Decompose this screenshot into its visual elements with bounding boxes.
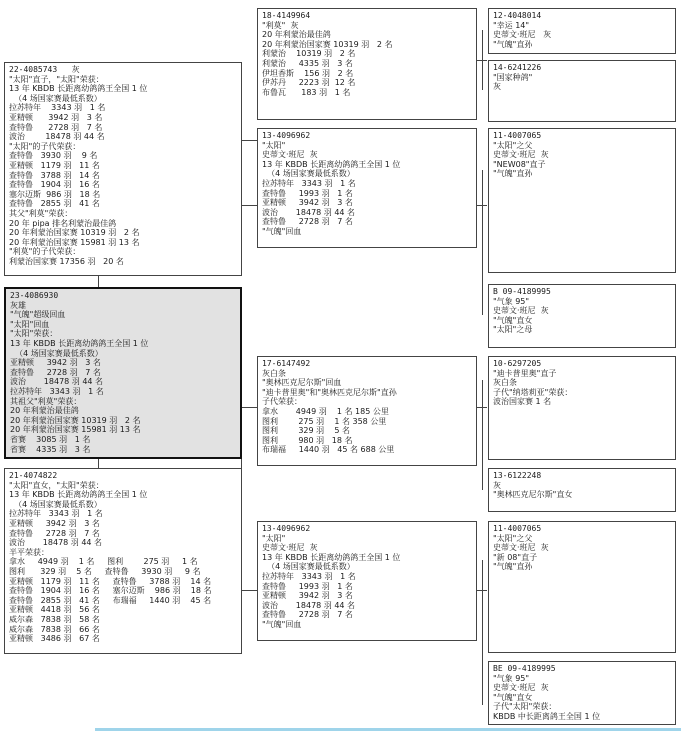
pedigree-line: （4 场国家赛最低系数） <box>262 562 355 572</box>
pedigree-box-subject <box>4 287 242 459</box>
pedigree-line: "气象 95" <box>493 296 530 306</box>
pedigree-line: 13 年 KBDB 长距离幼鸽鸽王全国 1 位 <box>9 84 148 94</box>
pedigree-line: 布鲁瓦 183 羽 1 名 <box>262 87 351 97</box>
connector-ds-right <box>477 407 487 408</box>
pedigree-line: （4 场国家赛最低系数） <box>9 499 102 509</box>
pedigree-line: 塞尔迈斯 986 羽 18 名 <box>9 189 101 199</box>
pedigree-box-sdd <box>488 284 676 348</box>
ring-number: 18-4149964 <box>262 11 311 20</box>
pedigree-box-dam-dam <box>257 521 477 641</box>
pedigree-line: "气魄"直孙 <box>493 39 533 49</box>
pedigree-line: 查特鲁 2855 羽 41 名 布瑞福 1440 羽 45 名 <box>9 595 212 605</box>
pedigree-box-dam-sire <box>257 356 477 466</box>
pedigree-line: "气魄"超级回血 <box>10 310 66 320</box>
connector-sd-vertical <box>482 170 483 315</box>
pedigree-line: 20 年利蒙治国家赛 10319 羽 2 名 <box>9 228 140 238</box>
pedigree-line: "气魄"直孙 <box>493 562 533 572</box>
pedigree-line: 灰白条 <box>493 378 517 388</box>
pedigree-line: 查特鲁 1904 羽 16 名 塞尔迈斯 986 羽 18 名 <box>9 586 212 596</box>
pedigree-box-dss <box>488 356 676 460</box>
pedigree-line: "奥林匹克尼尔斯"回血 <box>262 378 342 388</box>
pedigree-line: 亚精顿 4418 羽 56 名 <box>9 605 100 615</box>
pedigree-line: 波治 18478 羽 44 名 <box>262 600 356 610</box>
pedigree-line: "太阳"直女，"太阳"荣获： <box>9 480 104 490</box>
pedigree-line: 亚精顿 3942 羽 3 名 <box>9 518 100 528</box>
connector-dam-dd-h <box>241 590 257 591</box>
ring-number: BE 09-4189995 <box>493 664 556 673</box>
pedigree-line: 查特鲁 2855 羽 41 名 <box>9 199 100 209</box>
pedigree-line: "气魄"直女 <box>493 692 533 702</box>
ring-number: 21-4074822 <box>9 471 58 480</box>
pedigree-line: 亚精顿 3942 羽 3 名 <box>9 112 103 122</box>
pedigree-line: 威尔森 7838 羽 66 名 <box>9 624 100 634</box>
pedigree-line: 史蒂文·班尼 灰 <box>262 543 318 553</box>
pedigree-line: 查特鲁 2728 羽 7 名 <box>9 528 100 538</box>
pedigree-line: （4 场国家赛最低系数） <box>9 93 102 103</box>
pedigree-line: 布瑞福 1440 羽 45 名 688 公里 <box>262 445 395 455</box>
pedigree-line: 伊苏丹 2223 羽 12 名 <box>262 78 356 88</box>
pedigree-line: 史蒂文·班尼 灰 <box>493 543 549 553</box>
pedigree-box-dsd <box>488 468 676 512</box>
pedigree-line: 查特鲁 2728 羽 7 名 <box>262 217 353 227</box>
pedigree-line: 20 年 pipa 排名利蒙治最佳鸽 <box>9 218 117 228</box>
pedigree-line: 拿水 4949 羽 1 名 图利 275 羽 1 名 <box>9 557 198 567</box>
pedigree-line: 查特鲁 2728 羽 7 名 <box>9 122 103 132</box>
pedigree-line: 亚精顿 3486 羽 67 名 <box>9 634 100 644</box>
pedigree-line: 子代"纳塔莉亚"荣获： <box>493 387 573 397</box>
pedigree-line: 拉苏特年 3343 羽 1 名 <box>9 509 103 519</box>
pedigree-line: "新 08"直子 <box>493 552 538 562</box>
connector-dd-right <box>477 590 487 591</box>
pedigree-line: 亚精顿 3942 羽 3 名 <box>10 358 101 368</box>
pedigree-line: 子代"太阳"荣获： <box>493 702 557 712</box>
pedigree-line: "太阳"直子，"太阳"荣获： <box>9 74 104 84</box>
pedigree-line: "气魄"回血 <box>262 619 302 629</box>
pedigree-line: 13 年 KBDB 长距离幼鸽鸽王全国 1 位 <box>262 552 401 562</box>
pedigree-line: 史蒂文·班尼 灰 <box>493 306 549 316</box>
connector-dam-ds-h <box>241 407 257 408</box>
pedigree-line: "太阳"的子代荣获： <box>9 141 81 151</box>
connector-dd-vertical <box>482 560 483 705</box>
pedigree-line: "奥林匹克尼尔斯"直女 <box>493 490 573 500</box>
connector-ds-vertical <box>482 380 483 490</box>
pedigree-line: "气魄"直女 <box>493 315 533 325</box>
pedigree-line: "气魄"回血 <box>262 226 302 236</box>
connector-sire-to-sd-h1 <box>241 205 257 206</box>
pedigree-line: "太阳"之父 <box>493 533 533 543</box>
ring-number: 11-4007065 <box>493 524 542 533</box>
pedigree-line: 半平荣获： <box>9 547 49 557</box>
pedigree-line: 利蒙治国家赛 17356 羽 20 名 <box>9 256 124 266</box>
pedigree-line: （4 场国家赛最低系数） <box>10 348 103 358</box>
pedigree-line: 查特鲁 1904 羽 16 名 <box>9 180 100 190</box>
pedigree-box-sire-dam <box>257 128 477 248</box>
pedigree-box-ddd <box>488 661 676 725</box>
pedigree-line: "太阳"荣获： <box>10 329 58 339</box>
pedigree-line: 亚精顿 3942 羽 3 名 <box>262 198 353 208</box>
pedigree-line: 图利 329 羽 5 名 <box>262 426 350 436</box>
ring-number: 12-4048014 <box>493 11 542 20</box>
pedigree-line: 图利 980 羽 18 名 <box>262 435 353 445</box>
pedigree-line: 子代荣获： <box>262 397 302 407</box>
pedigree-line: 20 年利蒙治最佳鸽 <box>10 406 79 416</box>
pedigree-box-sss <box>488 8 676 54</box>
pedigree-line: 灰雄 <box>10 300 26 310</box>
pedigree-box-sire <box>4 62 242 276</box>
pedigree-line: 省赛 4335 羽 3 名 <box>10 444 91 454</box>
pedigree-line: 其祖父"利莫"荣获： <box>10 396 82 406</box>
bottom-accent-stripe <box>95 728 681 731</box>
pedigree-line: "太阳" <box>262 533 286 543</box>
pedigree-line: "迪卡普里奥"直子 <box>493 368 557 378</box>
pedigree-line: 20 年利蒙治最佳鸽 <box>262 30 331 40</box>
pedigree-line: "利莫" 灰 <box>262 20 299 30</box>
pedigree-line: 伊坦香斯 156 羽 2 名 <box>262 68 354 78</box>
pedigree-line: 史蒂文·班尼 灰 <box>493 150 549 160</box>
ring-number: 10-6297205 <box>493 359 542 368</box>
ring-number: 13-4096962 <box>262 524 311 533</box>
pedigree-line: "气魄"直孙 <box>493 169 533 179</box>
pedigree-line: 史蒂文·班尼 灰 <box>493 683 549 693</box>
pedigree-line: 利蒙治 4335 羽 3 名 <box>262 58 353 68</box>
pedigree-line: 13 年 KBDB 长距离幼鸽鸽王全国 1 位 <box>9 490 148 500</box>
pedigree-line: 20 年利蒙治国家赛 10319 羽 2 名 <box>262 39 393 49</box>
pedigree-line: "太阳" <box>262 140 286 150</box>
pedigree-line: 波治 18478 羽 44 名 <box>10 377 104 387</box>
pedigree-line: 查特鲁 2728 羽 7 名 <box>10 367 101 377</box>
pedigree-line: KBDB 中长距离鸽王全国 1 位 <box>493 711 601 721</box>
pedigree-line: 省赛 3085 羽 1 名 <box>10 434 91 444</box>
pedigree-line: 查特鲁 2728 羽 7 名 <box>262 610 353 620</box>
pedigree-line: 波治国家赛 1 名 <box>493 397 552 407</box>
pedigree-line: "太阳"之母 <box>493 325 533 335</box>
pedigree-line: 20 年利蒙治国家赛 15981 羽 13 名 <box>9 237 140 247</box>
pedigree-line: "国家种鸽" <box>493 72 533 82</box>
pedigree-line: 灰白条 <box>262 368 286 378</box>
pedigree-line: 拉苏特年 3343 羽 1 名 <box>262 178 356 188</box>
pedigree-line: "利莫"的子代荣获： <box>9 247 81 257</box>
pedigree-box-dds <box>488 521 676 653</box>
pedigree-line: 拉苏特年 3343 羽 1 名 <box>9 103 106 113</box>
pedigree-line: 波治 18478 羽 44 名 <box>262 207 356 217</box>
pedigree-line: 拉苏特年 3343 羽 1 名 <box>262 571 356 581</box>
pedigree-line: 亚精顿 1179 羽 11 名 <box>9 160 100 170</box>
pedigree-line: 拿水 4949 羽 1 名 185 公里 <box>262 406 389 416</box>
pedigree-line: 查特鲁 1993 羽 1 名 <box>262 188 353 198</box>
pedigree-box-dam <box>4 468 242 654</box>
ring-number: 22-4085743 灰 <box>9 65 80 74</box>
pedigree-line: 13 年 KBDB 长距离幼鸽鸽王全国 1 位 <box>10 338 149 348</box>
pedigree-line: 利蒙治 10319 羽 2 名 <box>262 49 356 59</box>
pedigree-line: （4 场国家赛最低系数） <box>262 169 355 179</box>
ring-number: 11-4007065 <box>493 131 542 140</box>
ring-number: 13-6122248 <box>493 471 542 480</box>
pedigree-line: 波治 18478 羽 44 名 <box>9 132 105 142</box>
pedigree-line: 13 年 KBDB 长距离幼鸽鸽王全国 1 位 <box>262 159 401 169</box>
connector-ss-vertical <box>482 30 483 90</box>
pedigree-line: "幸运 14" <box>493 20 530 30</box>
pedigree-line: 图利 329 羽 5 名 查特鲁 3930 羽 9 名 <box>9 566 201 576</box>
pedigree-line: "迪卡普里奥"和"奥林匹克尼尔斯"直孙 <box>262 387 397 397</box>
pedigree-line: 查特鲁 3788 羽 14 名 <box>9 170 100 180</box>
pedigree-line: "太阳"之父 <box>493 140 533 150</box>
pedigree-box-sire-sire <box>257 8 477 120</box>
pedigree-line: 灰 <box>493 480 501 490</box>
pedigree-line: "气象 95" <box>493 673 530 683</box>
pedigree-line: 史蒂文·班尼 灰 <box>262 150 318 160</box>
pedigree-line: 20 年利蒙治国家赛 15981 羽 13 名 <box>10 425 141 435</box>
pedigree-line: "太阳"回血 <box>10 319 50 329</box>
pedigree-line: "NEW08"直子 <box>493 159 546 169</box>
pedigree-line: 查特鲁 3930 羽 9 名 <box>9 151 98 161</box>
pedigree-box-ssd <box>488 60 676 122</box>
pedigree-line: 亚精顿 1179 羽 11 名 查特鲁 3788 羽 14 名 <box>9 576 212 586</box>
ring-number: 13-4096962 <box>262 131 311 140</box>
pedigree-line: 20 年利蒙治国家赛 10319 羽 2 名 <box>10 415 141 425</box>
pedigree-line: 波治 18478 羽 44 名 <box>9 538 103 548</box>
pedigree-line: 史蒂文·班尼 灰 <box>493 30 552 40</box>
pedigree-line: 查特鲁 1993 羽 1 名 <box>262 581 353 591</box>
pedigree-line: 灰 <box>493 82 501 92</box>
ring-number: B 09-4189995 <box>493 287 551 296</box>
pedigree-line: 亚精顿 3942 羽 3 名 <box>262 591 353 601</box>
pedigree-line: 图利 275 羽 1 名 358 公里 <box>262 416 387 426</box>
pedigree-line: 其父"利莫"荣获： <box>9 208 73 218</box>
pedigree-box-sds <box>488 128 676 273</box>
ring-number: 23-4086930 <box>10 291 59 300</box>
ring-number: 17-6147492 <box>262 359 311 368</box>
connector-sire-to-ss-h1 <box>241 140 257 141</box>
ring-number: 14-6241226 <box>493 63 542 72</box>
pedigree-line: 拉苏特年 3343 羽 1 名 <box>10 386 104 396</box>
pedigree-line: 威尔森 7838 羽 58 名 <box>9 614 100 624</box>
